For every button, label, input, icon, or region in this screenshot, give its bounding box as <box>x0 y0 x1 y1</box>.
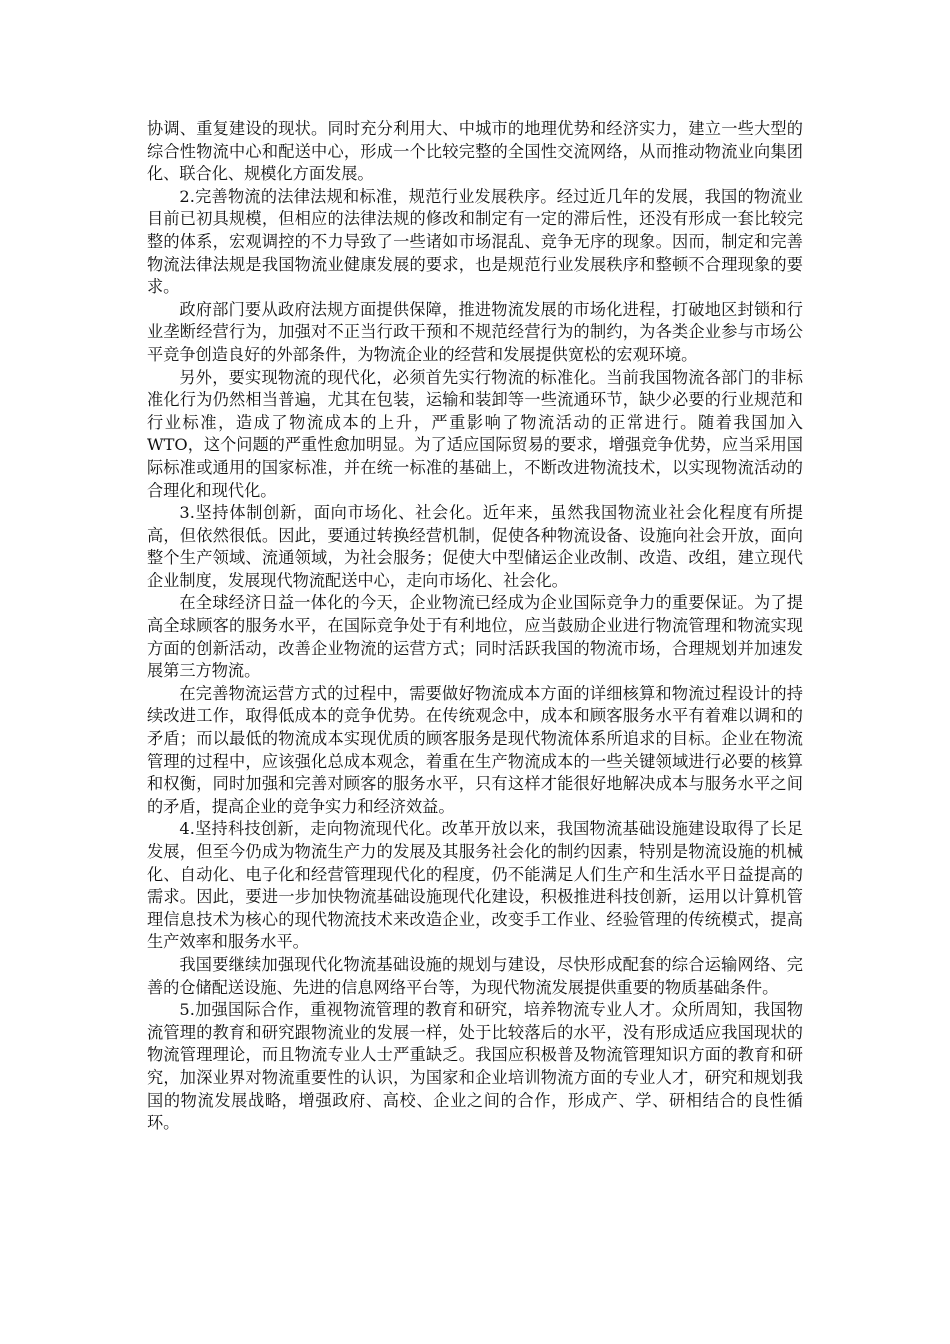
paragraph-3: 政府部门要从政府法规方面提供保障，推进物流发展的市场化进程，打破地区封锁和行业垄断经营行为，加强对不正当行政干预和不规范经营行为的制约，为各类企业参与市场公平竞争创造良好的外部条件，为物流企业的经营和发展提供宽松的宏观环境。 <box>147 299 803 364</box>
paragraph-7: 在完善物流运营方式的过程中，需要做好物流成本方面的详细核算和物流过程设计的持续改进工作，取得低成本的竞争优势。在传统观念中，成本和顾客服务水平有着难以调和的矛盾；而以最低的物流成本实现优质的顾客服务是现代物流体系所追求的目标。企业在物流管理的过程中，应该强化总成本观念，着重在生产物流成本的一些关键领域进行必要的核算和权衡，同时加强和完善对顾客的服务水平，只有这样才能很好地解决成本与服务水平之间的矛盾，提高企业的竞争实力和经济效益。 <box>147 683 803 816</box>
paragraph-8: 4.坚持科技创新，走向物流现代化。改革开放以来，我国物流基础设施建设取得了长足发展，但至今仍成为物流生产力的发展及其服务社会化的制约因素，特别是物流设施的机械化、自动化、电子化和经营管理现代化的程度，仍不能满足人们生产和生活水平日益提高的需求。因此，要进一步加快物流基础设施现代化建设，积极推进科技创新，运用以计算机管理信息技术为核心的现代物流技术来改造企业，改变手工作业、经验管理的传统模式，提高生产效率和服务水平。 <box>147 819 803 952</box>
paragraph-4: 另外，要实现物流的现代化，必须首先实行物流的标准化。当前我国物流各部门的非标准化行为仍然相当普遍，尤其在包装，运输和装卸等一些流通环节，缺少必要的行业规范和行业标准，造成了物流成本的上升，严重影响了物流活动的正常进行。随着我国加入 WTO，这个问题的严重性愈加明显。为了适应国际贸易的要求，增强竞争优势，应当采用国际标准或通用的国家标准，并在统一标准的基础上，不断改进物流技术，以实现物流活动的合理化和现代化。 <box>147 367 803 500</box>
paragraph-6: 在全球经济日益一体化的今天，企业物流已经成为企业国际竞争力的重要保证。为了提高全球顾客的服务水平，在国际竞争处于有利地位，应当鼓励企业进行物流管理和物流实现方面的创新活动，改善企业物流的运营方式；同时活跃我国的物流市场，合理规划并加速发展第三方物流。 <box>147 593 803 681</box>
paragraph-2: 2.完善物流的法律法规和标准，规范行业发展秩序。经过近几年的发展，我国的物流业目前已初具规模，但相应的法律法规的修改和制定有一定的滞后性，还没有形成一套比较完整的体系，宏观调控的不力导致了一些诸如市场混乱、竞争无序的现象。因而，制定和完善物流法律法规是我国物流业健康发展的要求，也是规范行业发展秩序和整顿不合理现象的要求。 <box>147 186 803 297</box>
document-body <box>147 118 803 1135</box>
paragraph-1: 协调、重复建设的现状。同时充分利用大、中城市的地理优势和经济实力，建立一些大型的综合性物流中心和配送中心，形成一个比较完整的全国性交流网络，从而推动物流业向集团化、联合化、规模化方面发展。 <box>147 119 803 184</box>
paragraph-10: 5.加强国际合作，重视物流管理的教育和研究，培养物流专业人才。众所周知，我国物流管理的教育和研究跟物流业的发展一样，处于比较落后的水平，没有形成适应我国现状的物流管理理论，而且物流专业人士严重缺乏。我国应积极普及物流管理知识方面的教育和研究，加深业界对物流重要性的认识，为国家和企业培训物流方面的专业人才，研究和规划我国的物流发展战略，增强政府、高校、企业之间的合作，形成产、学、研相结合的良性循环。 <box>147 1000 803 1133</box>
paragraph-5: 3.坚持体制创新，面向市场化、社会化。近年来，虽然我国物流业社会化程度有所提高，但依然很低。因此，要通过转换经营机制，促使各种物流设备、设施向社会开放，面向整个生产领域、流通领域，为社会服务；促使大中型储运企业改制、改造、改组，建立现代企业制度，发展现代物流配送中心，走向市场化、社会化。 <box>147 503 803 590</box>
paragraph-9: 我国要继续加强现代化物流基础设施的规划与建设，尽快形成配套的综合运输网络、完善的仓储配送设施、先进的信息网络平台等，为现代物流发展提供重要的物质基础条件。 <box>147 954 803 997</box>
